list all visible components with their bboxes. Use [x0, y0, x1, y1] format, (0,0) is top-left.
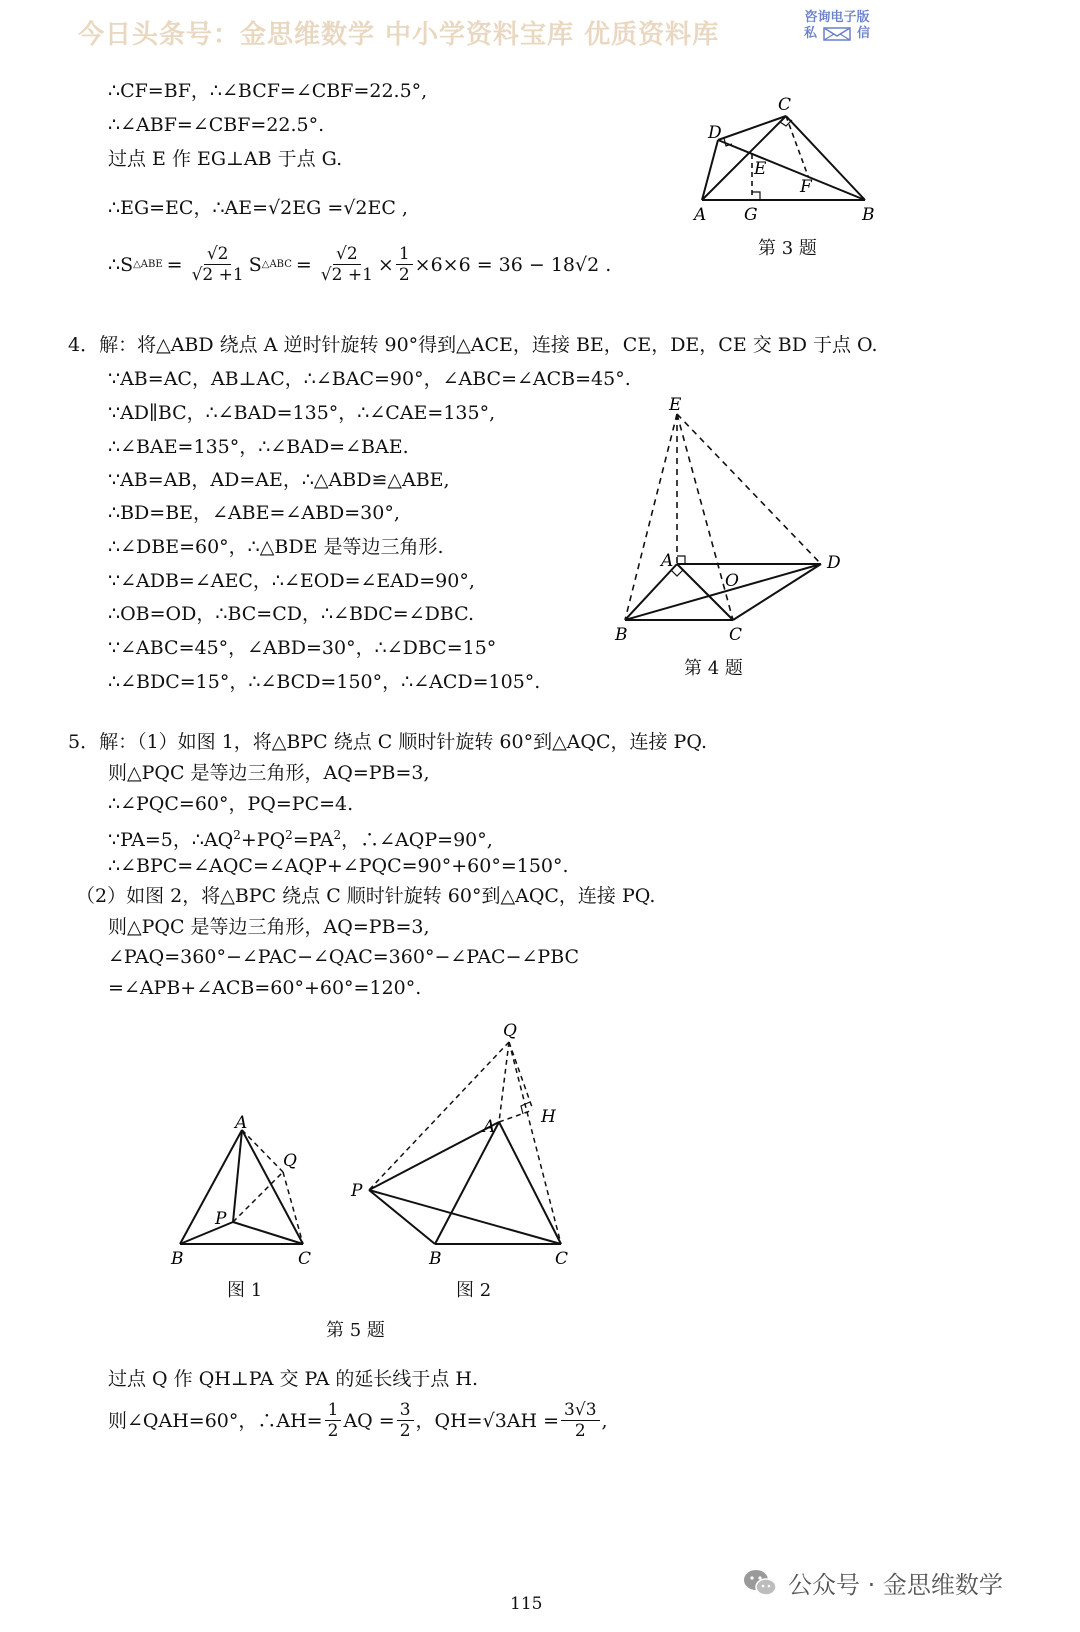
sol3-frac2-num: √2 — [333, 244, 361, 265]
fig5-1-segment-qc — [283, 1172, 303, 1244]
sol3-line2: ∴∠ABF=∠CBF=22.5°. — [108, 114, 325, 136]
fig3-label-d: D — [708, 123, 722, 143]
fig5-2-segment-qa — [499, 1042, 509, 1122]
sol4-line9: ∴OB=OD，∴BC=CD，∴∠BDC=∠DBC. — [108, 603, 475, 625]
sol4-line2: ∵AB=AC，AB⊥AC，∴∠BAC=90°，∠ABC=∠ACB=45°. — [108, 368, 631, 390]
fig5-1-caption: 图 1 — [227, 1280, 263, 1301]
sol5b-frac2-den: 2 — [399, 1421, 411, 1441]
sol3-frac1-num: √2 — [204, 244, 232, 265]
sol4-line4: ∴∠BAE=135°，∴∠BAD=∠BAE. — [108, 436, 409, 458]
figure-4 — [605, 392, 865, 652]
fig5-2-segment-pb — [369, 1190, 435, 1244]
fig3-label-a: A — [694, 205, 707, 225]
sol3-line1: ∴CF=BF，∴∠BCF=∠CBF=22.5°, — [108, 80, 428, 102]
sol4-line7: ∴∠DBE=60°，∴△BDE 是等边三角形. — [108, 536, 444, 558]
fig4-right-angle-a — [677, 556, 685, 564]
fig4-label-d: D — [827, 553, 841, 573]
sol3-frac2-den: √2 +1 — [320, 265, 373, 285]
fig5-2-label-c: C — [555, 1249, 569, 1269]
fig5-2-segment-ac — [499, 1122, 561, 1244]
fig5-2-label-q: Q — [503, 1021, 517, 1041]
fig4-label-a: A — [661, 551, 674, 571]
sol5b-line1: 过点 Q 作 QH⊥PA 交 PA 的延长线于点 H. — [108, 1368, 478, 1390]
sol3-sub1: △ABE — [133, 258, 163, 270]
sol5b-frac2-num: 3 — [397, 1400, 414, 1421]
fig5-1-label-b: B — [171, 1249, 184, 1268]
sol5b-frac3-den: 2 — [574, 1421, 586, 1441]
sol5b-frac1-den: 2 — [327, 1421, 339, 1441]
fig4-label-o: O — [725, 571, 739, 591]
watermark-badge-right: 信 — [857, 26, 871, 41]
sol3-frac3 — [396, 244, 413, 285]
fig4-segment-bd — [625, 564, 821, 620]
sol5b-line2 — [108, 1400, 608, 1441]
sol3-frac1 — [189, 244, 247, 285]
sol5b-frac1-num: 1 — [325, 1400, 342, 1421]
fig3-segment-cf — [786, 116, 808, 176]
sol3-s2: S — [248, 253, 262, 276]
page-number: 115 — [510, 1594, 543, 1614]
fig5-2-segment-ba — [435, 1122, 499, 1244]
fig5-1-label-a: A — [235, 1113, 248, 1133]
fig5-1-segment-ba — [180, 1130, 242, 1244]
sol3-sub2: △ABC — [261, 258, 292, 270]
sol3-eq2: = — [295, 253, 312, 276]
fig3-label-c: C — [778, 95, 792, 115]
sol5-line4-d: ，∴∠AQP=90°, — [341, 829, 493, 851]
watermark-badge — [792, 10, 882, 42]
fig5-2-segment-qp — [369, 1042, 509, 1190]
sol5-line8: ∠PAQ=360°−∠PAC−∠QAC=360°−∠PAC−∠PBC — [108, 946, 580, 968]
fig5-2-segment-qh — [509, 1042, 533, 1110]
fig3-right-angle-g — [752, 192, 760, 200]
fig5-2-label-a: A — [483, 1117, 496, 1137]
fig5-2-caption: 图 2 — [456, 1280, 492, 1301]
fig4-segment-ed — [677, 414, 821, 564]
fig5-1-label-q: Q — [283, 1151, 297, 1171]
fig3-segment-dc — [718, 116, 786, 140]
fig5-2-label-b: B — [429, 1249, 442, 1269]
sol5-line4-b: +PQ — [240, 829, 286, 851]
sol5-line7: 则△PQC 是等边三角形，AQ=PB=3, — [108, 916, 430, 938]
sol4-line3: ∵AD∥BC，∴∠BAD=135°，∴∠CAE=135°, — [108, 402, 496, 424]
sol4-line8: ∵∠ADB=∠AEC，∴∠EOD=∠EAD=90°, — [108, 570, 475, 592]
sol3-frac3-num: 1 — [396, 244, 413, 265]
fig4-label-c: C — [729, 625, 743, 645]
wechat-footer — [742, 1565, 1003, 1600]
fig3-label-g: G — [744, 205, 758, 225]
envelope-icon — [823, 27, 851, 41]
sol5b-frac3 — [561, 1400, 599, 1441]
sol4-line6: ∴BD=BE，∠ABE=∠ABD=30°, — [108, 502, 400, 524]
sol4-line1: 4．解：将△ABD 绕点 A 逆时针旋转 90°得到△ACE，连接 BE，CE，DE，CE 交 BD 于点 O. — [68, 334, 878, 356]
fig4-label-e: E — [669, 395, 682, 415]
sol5-line4-sup1: 2 — [233, 828, 241, 842]
sol4-line5: ∵AB=AB，AD=AE，∴△ABD≌△ABE, — [108, 469, 450, 491]
sol5-line4-c: =PA — [292, 829, 334, 851]
wechat-account: 公众号 · 金思维数学 — [788, 1571, 1003, 1599]
sol3-frac2 — [318, 244, 376, 285]
sol5-line9: =∠APB+∠ACB=60°+60°=120°. — [108, 977, 422, 999]
figure-5-1 — [165, 1108, 325, 1268]
fig4-segment-eb — [625, 414, 677, 620]
figure-3 — [690, 92, 910, 232]
sol5-line5: ∴∠BPC=∠AQC=∠AQP+∠PQC=90°+60°=150°. — [108, 855, 569, 877]
fig3-label-e: E — [754, 159, 767, 179]
sol3-frac3-den: 2 — [398, 265, 410, 285]
sol5-line6: （2）如图 2，将△BPC 绕点 C 顺时针旋转 60°到△AQC，连接 PQ. — [76, 885, 656, 907]
sol3-tail: ×6×6 = 36 − 18√2 . — [414, 253, 612, 276]
sol5b-frac1 — [325, 1400, 342, 1441]
sol3-eq1: = — [166, 253, 183, 276]
fig3-caption: 第 3 题 — [758, 238, 817, 259]
fig5-2-segment-pc — [369, 1190, 561, 1244]
fig5-1-segment-pq — [233, 1172, 283, 1222]
fig5-2-segment-pa — [369, 1122, 499, 1190]
sol5b-a: 则∠QAH=60°，∴AH= — [108, 1409, 323, 1432]
fig3-segment-bc — [786, 116, 865, 200]
sol5b-b: AQ = — [343, 1409, 395, 1432]
fig5-1-label-c: C — [298, 1249, 312, 1268]
watermark-text: 今日头条号：金思维数学 中小学资料宝库 优质资料库 — [78, 20, 720, 50]
fig3-label-b: B — [862, 205, 875, 225]
fig5-1-label-p: P — [215, 1209, 227, 1229]
sol5b-d: , — [601, 1409, 608, 1432]
sol3-line4: ∴EG=EC，∴AE=√2EG =√2EC , — [108, 197, 408, 219]
fig3-segment-db — [718, 140, 865, 200]
fig3-label-f: F — [800, 177, 812, 197]
sol3-line5 — [108, 244, 611, 285]
fig4-label-b: B — [615, 625, 628, 645]
sol5-line4-sup3: 2 — [333, 828, 342, 842]
fig5-1-segment-aq — [242, 1130, 283, 1172]
fig5-caption: 第 5 题 — [326, 1320, 385, 1341]
sol4-line10: ∵∠ABC=45°，∠ABD=30°，∴∠DBC=15° — [108, 637, 497, 659]
fig4-caption: 第 4 题 — [684, 658, 743, 679]
fig5-2-segment-qc — [509, 1042, 561, 1244]
watermark-badge-line1: 咨询电子版 — [804, 10, 870, 25]
fig4-segment-cd — [733, 564, 821, 620]
sol5b-frac3-num: 3√3 — [561, 1400, 599, 1421]
sol5-line3: ∴∠PQC=60°，PQ=PC=4. — [108, 793, 354, 815]
sol3-frac1-den: √2 +1 — [191, 265, 244, 285]
sol5-line2: 则△PQC 是等边三角形，AQ=PB=3, — [108, 762, 430, 784]
watermark-header — [70, 8, 970, 52]
sol3-s1: ∴S — [108, 253, 134, 276]
wechat-icon — [742, 1568, 778, 1598]
sol5-line4-a: ∵PA=5，∴AQ — [108, 829, 234, 851]
sol3-line3: 过点 E 作 EG⊥AB 于点 G. — [108, 148, 343, 170]
sol5b-frac2 — [397, 1400, 414, 1441]
sol5-line4 — [108, 822, 493, 853]
sol4-line11: ∴∠BDC=15°，∴∠BCD=150°，∴∠ACD=105°. — [108, 671, 541, 693]
figure-5-2 — [345, 1018, 585, 1270]
sol5-line4-sup2: 2 — [285, 828, 293, 842]
watermark-badge-left: 私 — [803, 26, 817, 41]
fig5-2-label-h: H — [541, 1107, 556, 1127]
fig5-2-label-p: P — [351, 1181, 363, 1201]
sol3-times: × — [377, 253, 394, 276]
sol5b-c: ，QH=√3AH = — [415, 1409, 560, 1432]
fig3-right-angle-d — [724, 138, 732, 146]
sol5-line1: 5．解：（1）如图 1，将△BPC 绕点 C 顺时针旋转 60°到△AQC，连接 PQ. — [68, 731, 708, 753]
